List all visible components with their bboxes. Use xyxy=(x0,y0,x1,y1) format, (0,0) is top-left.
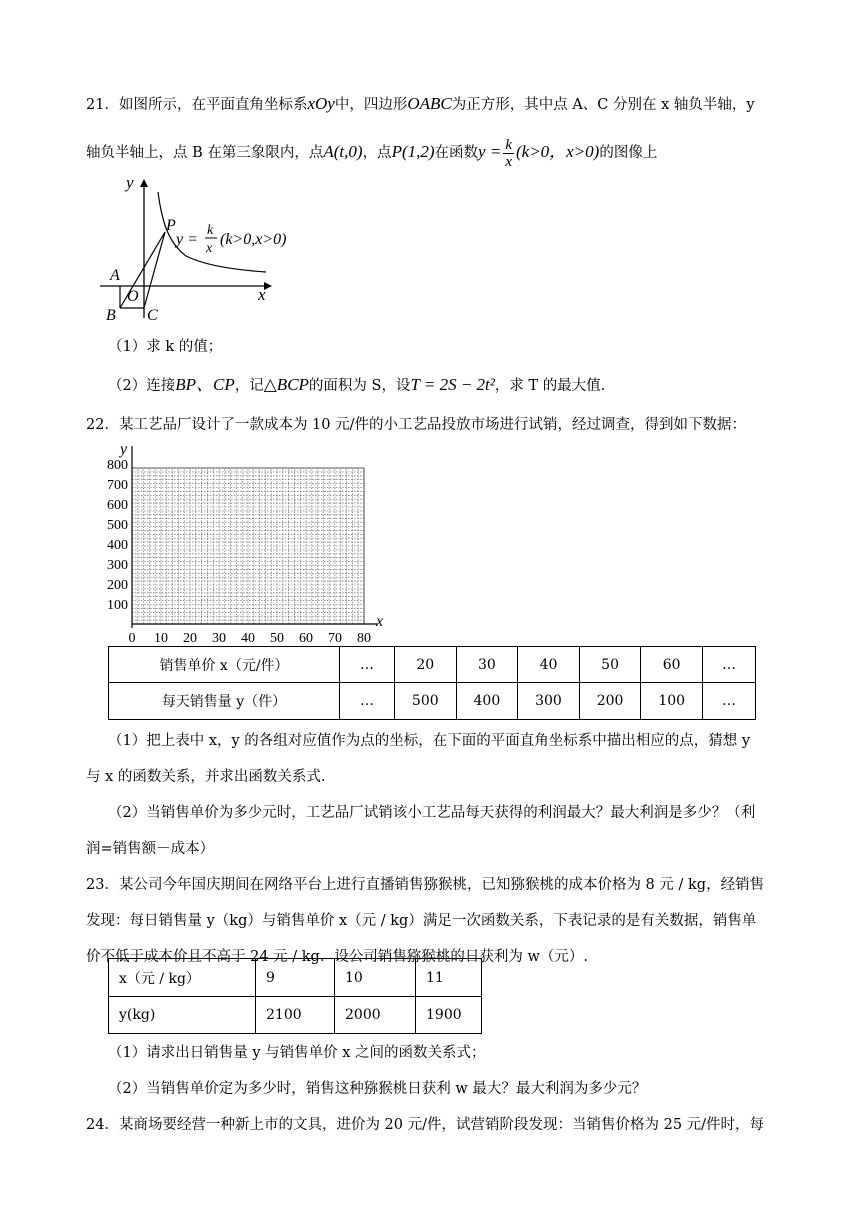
y-tick-label: 200 xyxy=(107,578,128,593)
y-tick-label: 400 xyxy=(107,538,128,553)
q21-line2 xyxy=(86,133,657,172)
table-cell: 销售单价 x（元/件） xyxy=(109,647,340,683)
math-triangle: △BCP xyxy=(263,375,309,394)
question-number: 22． xyxy=(86,417,119,433)
q23-line2: 发现：每日销售量 y（kg）与销售单价 x（元 / kg）满足一次函数关系，下表记录的是有关数据，销售单 xyxy=(86,913,757,929)
q21-text: 如图所示，在平面直角坐标系 xyxy=(118,97,308,113)
table-cell: 200 xyxy=(579,683,641,720)
q23-line1: 23．某公司今年国庆期间在网络平台上进行直播销售猕猴桃，已知猕猴桃的成本价格为 8 元 / kg，经销售 xyxy=(86,877,765,893)
table-cell: 9 xyxy=(256,959,335,997)
y-tick-label: 800 xyxy=(107,458,128,473)
table-cell: y(kg) xyxy=(109,997,256,1034)
table-cell: 1900 xyxy=(416,997,482,1034)
q22-coordinate-grid xyxy=(96,438,396,644)
table-cell: … xyxy=(703,647,756,683)
math-xoy: xOy xyxy=(307,94,335,113)
table-cell: 100 xyxy=(641,683,703,720)
math-fn-lhs: y = xyxy=(478,142,502,161)
fig-fn-lhs: y = xyxy=(176,231,198,248)
table-cell: 50 xyxy=(579,647,641,683)
x-tick-label: 0 xyxy=(128,631,136,644)
math-fn-cond: (k>0，x>0) xyxy=(515,142,600,161)
fig-fn-den: x xyxy=(206,241,213,256)
q22-sub1-a: （1）把上表中 x，y 的各组对应值作为点的坐标，在下面的平面直角坐标系中描出相应的点，猜想 y xyxy=(108,733,751,749)
x-tick-label: 50 xyxy=(270,631,284,644)
fig-c-label: C xyxy=(147,307,158,324)
table-cell: x（元 / kg） xyxy=(109,959,256,997)
y-tick-label: 300 xyxy=(107,558,128,573)
y-tick-label: 700 xyxy=(107,478,128,493)
math-t-formula: T = 2S − 2t² xyxy=(410,375,495,394)
table-row xyxy=(109,959,482,997)
fig-fn-cond: (k>0,x>0) xyxy=(220,231,286,248)
q21-line1 xyxy=(86,93,755,116)
q21-text: ，点 xyxy=(362,145,392,161)
y-tick-label: 100 xyxy=(107,598,128,613)
y-tick-label: 600 xyxy=(107,498,128,513)
q21-text: 的图像上 xyxy=(599,145,658,161)
table-cell: 2100 xyxy=(256,997,335,1034)
x-tick-label: 70 xyxy=(328,631,342,644)
q22-sub2-a: （2）当销售单价为多少元时，工艺品厂试销该小工艺品每天获得的利润最大？最大利润是多少？（利 xyxy=(108,805,756,821)
table-cell: 20 xyxy=(395,647,457,683)
grid-x-label: x xyxy=(376,613,384,630)
table-row xyxy=(109,683,756,720)
q21-text: 为正方形，其中点 A、C 分别在 x 轴负半轴，y xyxy=(451,97,755,113)
question-number: 21． xyxy=(86,97,119,113)
question-number: 23． xyxy=(86,877,119,893)
q21-figure xyxy=(96,172,286,324)
q23-table xyxy=(108,958,482,1034)
table-cell: 500 xyxy=(395,683,457,720)
q23-sub1: （1）请求出日销售量 y 与销售单价 x 之间的函数关系式； xyxy=(108,1045,486,1061)
fig-x-label: x xyxy=(258,285,266,304)
q21-text: 中，四边形 xyxy=(334,97,408,113)
table-row xyxy=(109,647,756,683)
q24-line1: 24．某商场要经营一种新上市的文具，进价为 20 元/件，试营销阶段发现：当销售价格为 25 元/件时，每 xyxy=(86,1117,765,1133)
math-bp-cp: BP、CP xyxy=(175,375,235,394)
fig-b-label: B xyxy=(106,307,116,324)
math-point-p: P(1,2) xyxy=(391,142,435,161)
x-tick-label: 40 xyxy=(241,631,255,644)
q23-sub2: （2）当销售单价定为多少时，销售这种猕猴桃日获利 w 最大？最大利润为多少元？ xyxy=(108,1081,647,1097)
math-oabc: OABC xyxy=(407,94,452,113)
table-cell: 每天销售量 y（件） xyxy=(109,683,340,720)
y-tick-label: 500 xyxy=(107,518,128,533)
q21-sub1: （1）求 k 的值； xyxy=(108,339,223,355)
q23-line3: 价不低于成本价且不高于 24 元 / kg．设公司销售猕猴桃的日获利为 w（元）. xyxy=(86,949,588,965)
q22-table xyxy=(108,646,756,720)
x-tick-label: 80 xyxy=(357,631,371,644)
fig-y-label: y xyxy=(126,173,134,192)
q21-sub2: （2）连接BP、CP，记△BCP的面积为 S，设T = 2S − 2t²，求 T 的最大值. xyxy=(108,375,606,394)
x-tick-label: 20 xyxy=(183,631,197,644)
q21-text: 在函数 xyxy=(434,145,479,161)
q21-text: 轴负半轴上，点 B 在第三象限内，点 xyxy=(86,145,324,161)
table-cell: … xyxy=(340,683,395,720)
grid-y-label: y xyxy=(120,441,128,458)
table-cell: … xyxy=(340,647,395,683)
q22-text: 某工艺品厂设计了一款成本为 10 元/件的小工艺品投放市场进行试销，经过调查，得到如下数据： xyxy=(118,417,747,433)
fig-o-label: O xyxy=(127,288,139,305)
table-row xyxy=(109,997,482,1034)
q22-sub2-b: 润=销售额－成本） xyxy=(86,841,215,857)
x-tick-label: 10 xyxy=(154,631,168,644)
x-tick-label: 30 xyxy=(212,631,226,644)
fig-p-label: P xyxy=(166,217,176,234)
fig-fn-num: k xyxy=(207,223,214,238)
table-cell: … xyxy=(703,683,756,720)
table-cell: 10 xyxy=(335,959,416,997)
table-cell: 60 xyxy=(641,647,703,683)
x-tick-label: 60 xyxy=(299,631,313,644)
table-cell: 30 xyxy=(456,647,518,683)
table-cell: 300 xyxy=(518,683,580,720)
math-point-a: A(t,0) xyxy=(323,142,363,161)
math-fraction: $\frac{k}{x}$ xyxy=(505,136,512,170)
q22-line1 xyxy=(86,414,746,436)
table-cell: 40 xyxy=(518,647,580,683)
q22-sub1-b: 与 x 的函数关系，并求出函数关系式. xyxy=(86,769,326,785)
table-cell: 11 xyxy=(416,959,482,997)
fig-a-label: A xyxy=(110,267,120,284)
table-cell: 400 xyxy=(456,683,518,720)
question-number: 24． xyxy=(86,1117,119,1133)
table-cell: 2000 xyxy=(335,997,416,1034)
